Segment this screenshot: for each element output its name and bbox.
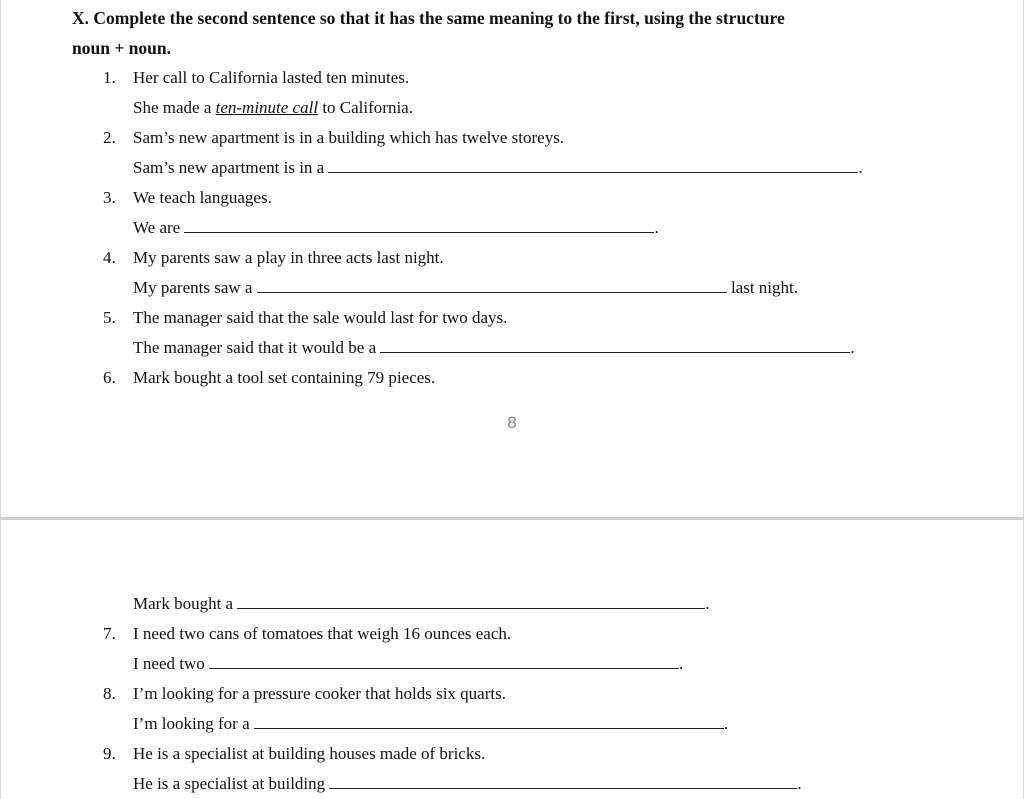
item-sentence: Her call to California lasted ten minutes.	[133, 68, 410, 87]
rewrite-suffix: .	[850, 338, 855, 357]
rewrite-prefix: Sam’s new apartment is in a	[133, 158, 325, 177]
exercise-heading-structure: noun + noun.	[72, 38, 171, 58]
item-rewrite	[133, 594, 710, 614]
rewrite-prefix: We are	[133, 218, 181, 237]
item-number: 9.	[103, 744, 116, 763]
item-sentence: Sam’s new apartment is in a building which has twelve storeys.	[133, 128, 565, 147]
answer-blank[interactable]	[257, 278, 727, 293]
answer-blank[interactable]	[237, 594, 705, 609]
item-rewrite	[133, 774, 802, 794]
item-sentence: I need two cans of tomatoes that weigh 16 ounces each.	[133, 624, 512, 643]
answer-blank[interactable]	[329, 774, 797, 789]
page-number: 8	[507, 413, 517, 432]
item-rewrite	[133, 218, 659, 238]
rewrite-suffix: .	[654, 218, 659, 237]
rewrite-suffix: last night.	[730, 278, 799, 297]
rewrite-suffix: .	[679, 654, 684, 673]
item-rewrite	[133, 158, 863, 178]
item-number: 5.	[103, 308, 116, 327]
rewrite-suffix: .	[797, 774, 802, 793]
rewrite-prefix: The manager said that it would be a	[133, 338, 377, 357]
item-number: 2.	[103, 128, 116, 147]
answer-blank[interactable]	[328, 158, 858, 173]
item-rewrite	[133, 278, 798, 298]
item-rewrite	[133, 654, 683, 674]
rewrite-prefix: I’m looking for a	[133, 714, 250, 733]
answer-blank[interactable]	[184, 218, 654, 233]
item-rewrite	[133, 338, 855, 358]
item-number: 1.	[103, 68, 116, 87]
rewrite-suffix: .	[723, 714, 729, 733]
rewrite-prefix: He is a specialist at building	[133, 774, 326, 793]
item-number: 4.	[103, 248, 116, 267]
rewrite-suffix: .	[858, 158, 863, 177]
answer-blank[interactable]	[254, 714, 724, 729]
item-sentence: My parents saw a play in three acts last night.	[133, 248, 444, 267]
rewrite-suffix: .	[705, 594, 710, 613]
item-sentence: The manager said that the sale would last for two days.	[133, 308, 508, 327]
item-number: 8.	[103, 684, 116, 703]
rewrite-prefix: My parents saw a	[133, 278, 253, 297]
rewrite-prefix: I need two	[133, 654, 205, 673]
example-answer: ten-minute call	[215, 98, 319, 117]
rewrite-prefix: She made a	[133, 98, 212, 117]
rewrite-suffix: to California.	[322, 98, 413, 117]
item-number: 3.	[103, 188, 116, 207]
answer-blank[interactable]	[209, 654, 679, 669]
item-number: 7.	[103, 624, 116, 643]
item-number: 6.	[103, 368, 116, 387]
item-sentence: He is a specialist at building houses made of bricks.	[133, 744, 486, 763]
rewrite-prefix: Mark bought a	[133, 594, 234, 613]
item-sentence: Mark bought a tool set containing 79 pieces.	[133, 368, 436, 387]
item-rewrite	[133, 714, 728, 734]
item-sentence: We teach languages.	[133, 188, 272, 207]
answer-blank[interactable]	[380, 338, 850, 353]
item-sentence: I’m looking for a pressure cooker that holds six quarts.	[133, 684, 506, 703]
item-rewrite	[133, 98, 413, 118]
exercise-heading: X. Complete the second sentence so that it has the same meaning to the first, using the structure	[72, 8, 785, 28]
